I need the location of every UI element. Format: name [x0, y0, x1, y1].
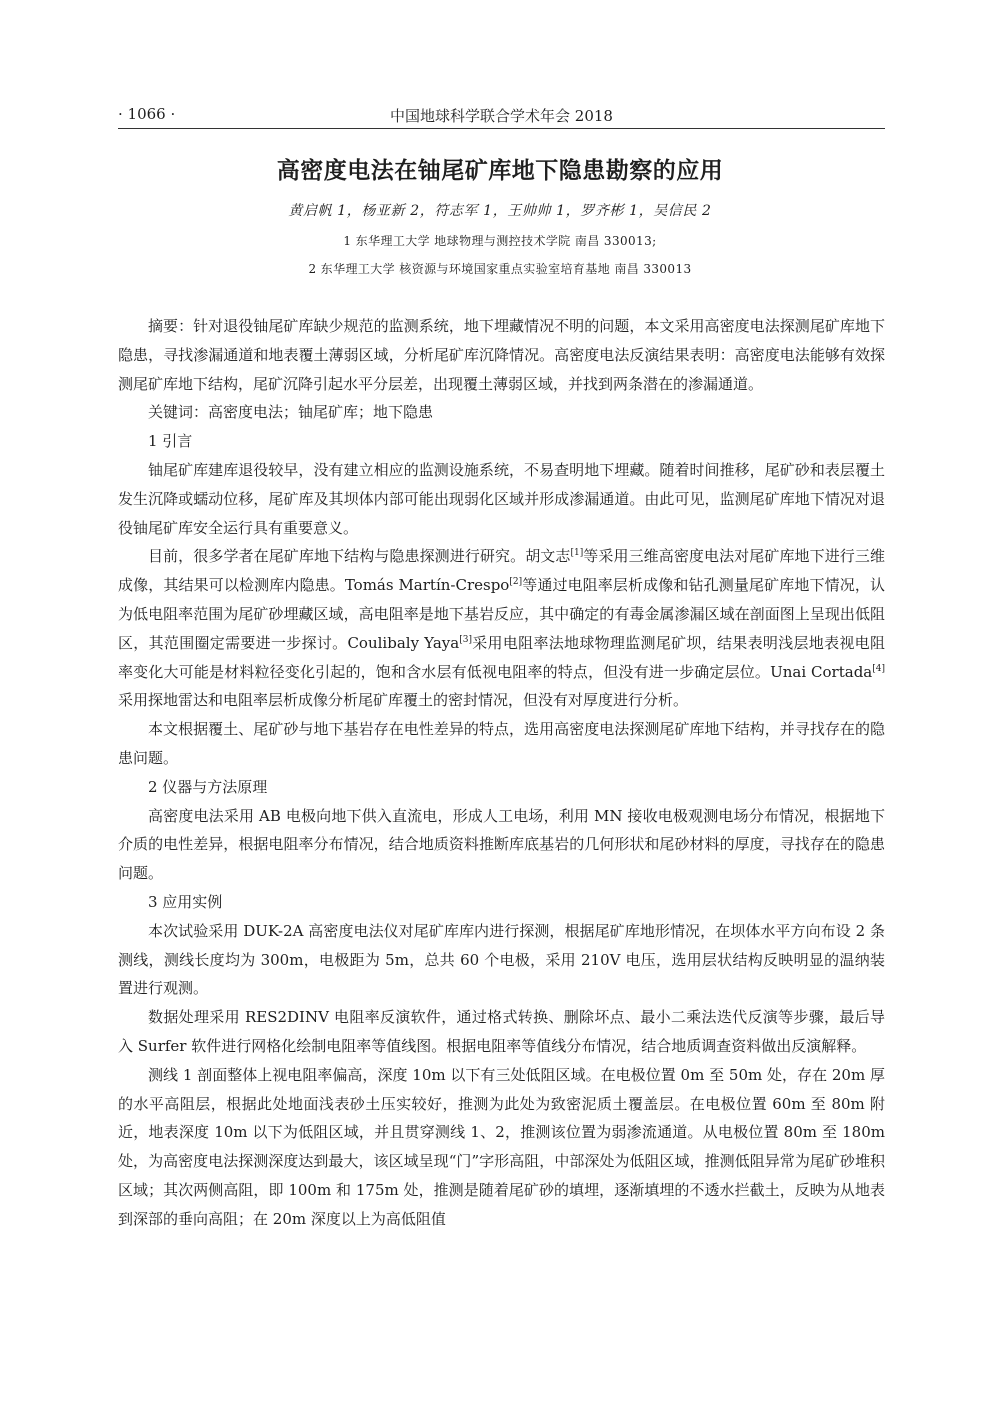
abstract: 摘要：针对退役铀尾矿库缺少规范的监测系统，地下埋藏情况不明的问题，本文采用高密度电法探测尾矿库地下隐患，寻找渗漏通道和地表覆土薄弱区域，分析尾矿库沉降情况。高密度电法反演结果表明：高密度电法能够有效探测尾矿库地下结构，尾矿沉降引起水平分层差，出现覆土薄弱区域，并找到两条潜在的渗漏通道。	[118, 317, 885, 393]
text-segment: 等通过电阻率层析成像和钻孔测量尾矿库地下情况，认为低电阻率范围为尾矿砂埋藏区域，高电阻率是地下基岩反应，其中确定的有毒金属渗漏区域在剖面图上呈现出低阻区，其范围圈定需要进一步探讨。Coulibaly Yaya	[118, 576, 885, 652]
paragraph-application-2: 数据处理采用 RES2DINV 电阻率反演软件，通过格式转换、删除坏点、最小二乘法迭代反演等步骤，最后导入 Surfer 软件进行网格化绘制电阻率等值线图。根据电阻率等值线分布情况，结合地质调查资料做出反演解释。	[118, 1008, 885, 1055]
affiliation-2: 2 东华理工大学 核资源与环境国家重点实验室培育基地 南昌 330013	[308, 262, 692, 276]
affiliation-1: 1 东华理工大学 地球物理与测控技术学院 南昌 330013;	[343, 234, 657, 248]
text-segment: 采用电阻率法地球物理监测尾矿坝，结果表明浅层地表视电阻率变化大可能是材料粒径变化引起的，饱和含水层有低视电阻率的特点，但没有进一步确定层位。Unai Cortada	[118, 633, 885, 681]
header-rule	[118, 128, 885, 129]
citation-4[interactable]: [4]	[872, 663, 885, 674]
section-heading-2: 2 仪器与方法原理	[148, 777, 268, 796]
text-segment: 等采用三维高密度电法对尾矿库地下进行三维成像，其结果可以检测库内隐患。Tomás Martín-Crespo	[118, 547, 885, 595]
citation-3[interactable]: [3]	[459, 634, 472, 645]
paragraph-intro-1: 铀尾矿库建库退役较早，没有建立相应的监测设施系统，不易查明地下埋藏。随着时间推移，尾矿砂和表层覆土发生沉降或蠕动位移，尾矿库及其坝体内部可能出现弱化区域并形成渗漏通道。由此可见，监测尾矿库地下情况对退役铀尾矿库安全运行具有重要意义。	[118, 460, 885, 537]
running-header	[118, 103, 885, 127]
section-heading-1: 1 引言	[148, 432, 193, 451]
page-number: · 1066 ·	[118, 105, 176, 123]
paragraph-intro-2	[118, 542, 885, 715]
author-list: 黄启帆 1，杨亚新 2，符志军 1，王帅帅 1，罗齐彬 1，吴信民 2	[288, 203, 712, 219]
text-segment: 采用探地雷达和电阻率层析成像分析尾矿库覆土的密封情况，但没有对厚度进行分析。	[118, 691, 689, 710]
paragraph-intro-3: 本文根据覆土、尾矿砂与地下基岩存在电性差异的特点，选用高密度电法探测尾矿库地下结构，并寻找存在的隐患问题。	[118, 720, 885, 767]
text-segment: 目前，很多学者在尾矿库地下结构与隐患探测进行研究。胡文志	[148, 547, 571, 566]
paragraph-application-3: 测线 1 剖面整体上视电阻率偏高，深度 10m 以下有三处低阻区域。在电极位置 0m 至 50m 处，存在 20m 厚的水平高阻层，根据此处地面浅表砂土压实较好，推测为此处为致密泥质土覆盖层。在电极位置 60m 至 80m 附近，地表深度 10m 以下为低阻区域，并且贯穿测线 1、2，推测该位置为弱渗流通道。从电极位置 80m 至 180m 处，为高密度电法探测深度达到最大，该区域呈现“门”字形高阻，中部深处为低阻区域，推测低阻异常为尾矿砂堆积区域；其次两侧高阻，即 100m 和 175m 处，推测是随着尾矿砂的填埋，逐渐填埋的不透水拦截土，反映为从地表到深部的垂向高阻；在 20m 深度以上为高低阻值	[118, 1065, 885, 1228]
paper-title: 高密度电法在铀尾矿库地下隐患勘察的应用	[276, 158, 724, 184]
keywords: 关键词：高密度电法；铀尾矿库；地下隐患	[148, 403, 434, 422]
article-body	[118, 312, 885, 1234]
citation-2[interactable]: [2]	[509, 577, 523, 588]
citation-1[interactable]: [1]	[570, 548, 584, 559]
paragraph-application-1: 本次试验采用 DUK-2A 高密度电法仪对尾矿库库内进行探测，根据尾矿库地形情况，在坝体水平方向布设 2 条测线，测线长度均为 300m，电极距为 5m，总共 60 个电极，采用 210V 电压，选用层状结构反映明显的温纳装置进行观测。	[118, 921, 885, 998]
paragraph-method-1: 高密度电法采用 AB 电极向地下供入直流电，形成人工电场，利用 MN 接收电极观测电场分布情况，根据地下介质的电性差异，根据电阻率分布情况，结合地质资料推断库底基岩的几何形状和尾砂材料的厚度，寻找存在的隐患问题。	[118, 806, 885, 883]
journal-name: 中国地球科学联合学术年会 2018	[390, 107, 613, 125]
section-heading-3: 3 应用实例	[148, 892, 223, 911]
